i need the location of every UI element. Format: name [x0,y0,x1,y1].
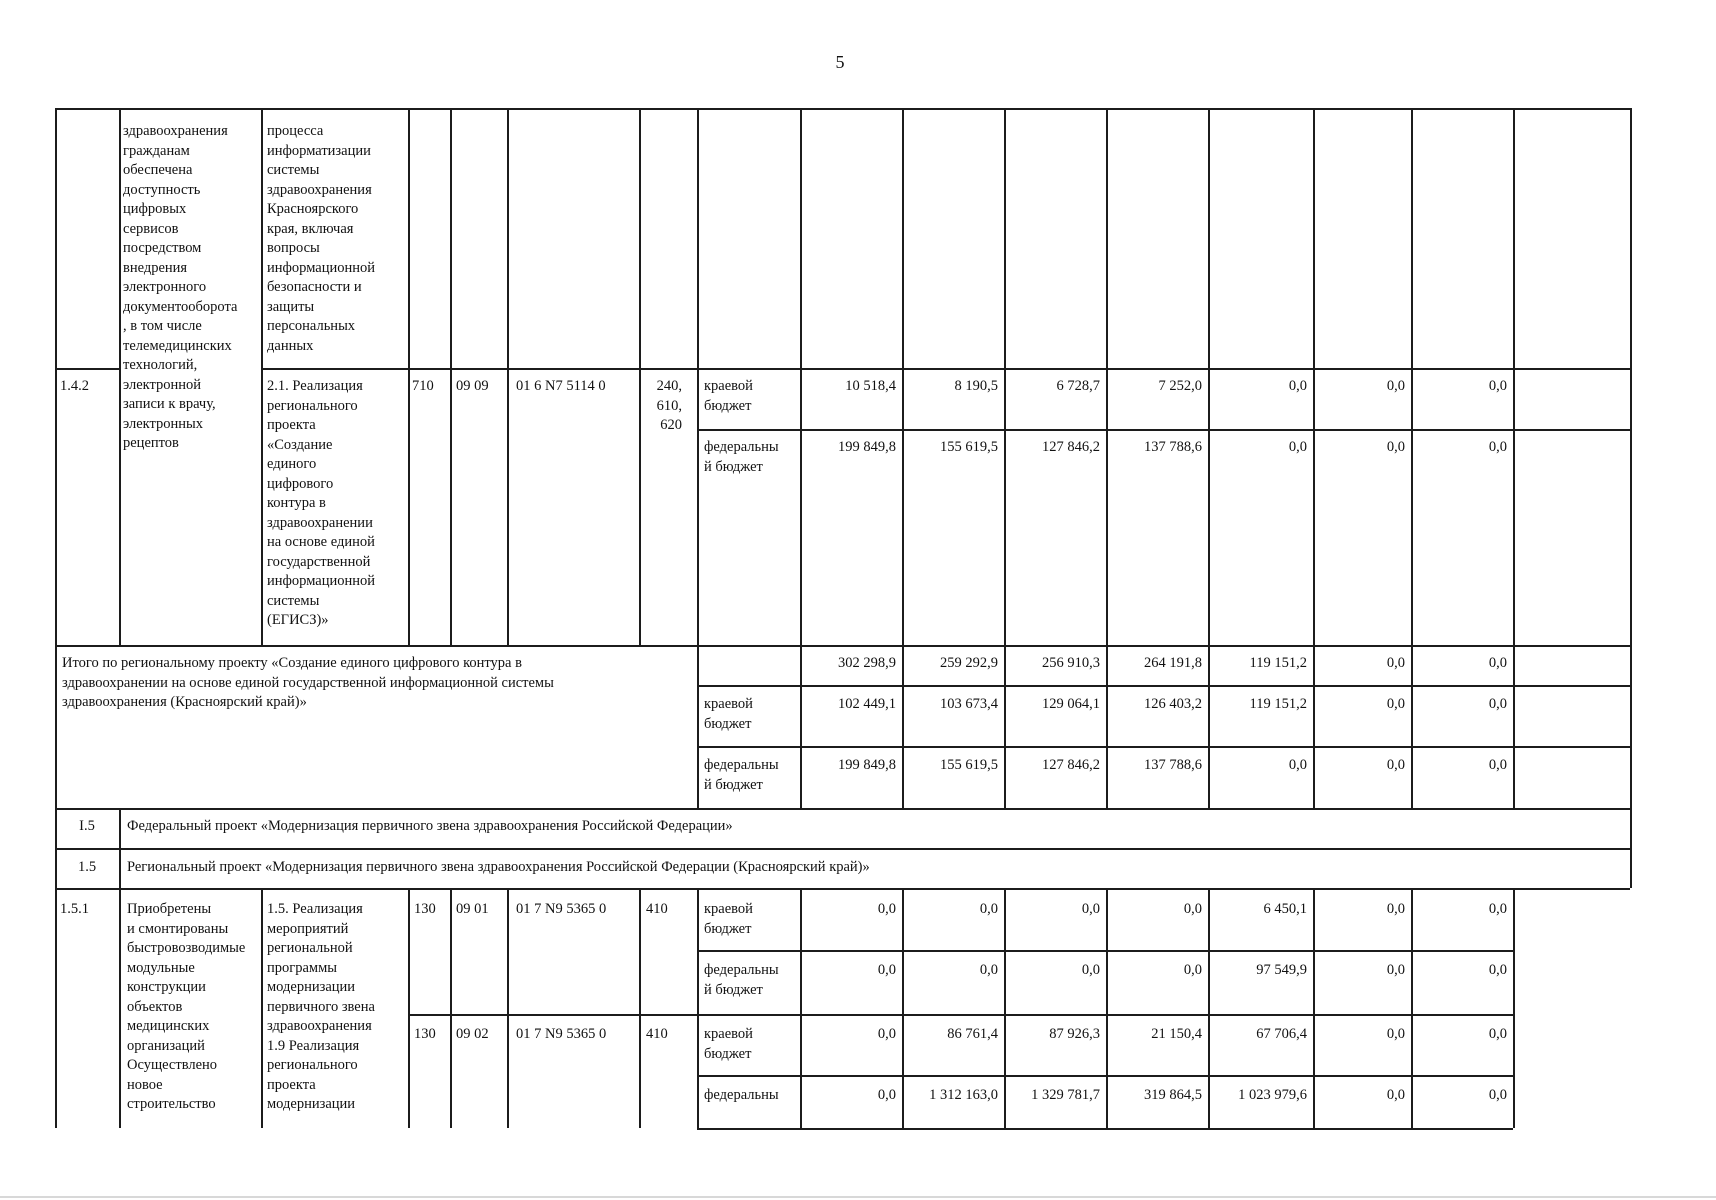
value-cell: 0,0 [1386,901,1405,917]
grid-line [697,1128,1513,1130]
value-cell: 137 788,6 [1144,757,1202,773]
grbs-code: 710 [412,378,434,394]
value-cell: 0,0 [1081,901,1100,917]
value-cell: 0,0 [1488,901,1507,917]
grid-line [408,888,410,1128]
value-cell: 0,0 [1288,757,1307,773]
value-cell: 0,0 [1386,757,1405,773]
value-cell: 10 518,4 [845,378,896,394]
value-cell: 119 151,2 [1249,696,1307,712]
value-cell: 126 403,2 [1144,696,1202,712]
total-source-regional: краевой бюджет [704,696,753,732]
value-cell: 0,0 [1386,439,1405,455]
goal-text-top: здравоохранения гражданам обеспечена доступность цифровых сервисов посредством внедрения электронного документооборота , в том числе телемедицинских технологий, электронной записи к врачу, электронных рецептов [123,123,238,451]
value-cell: 119 151,2 [1249,655,1307,671]
grid-line [55,108,1630,110]
grbs-code-g1: 130 [414,901,436,917]
grid-line [450,108,452,645]
rzpr-code-g1: 09 01 [456,901,489,917]
grid-line [55,808,1630,810]
value-cell: 137 788,6 [1144,439,1202,455]
value-cell: 0,0 [1488,439,1507,455]
value-cell: 264 191,8 [1144,655,1202,671]
g2-source-federal: федеральны [704,1087,779,1103]
grid-line [697,1075,1513,1077]
value-cell: 0,0 [1183,901,1202,917]
grid-line [1513,108,1515,645]
value-cell: 129 064,1 [1042,696,1100,712]
grid-line [408,108,410,645]
value-cell: 319 864,5 [1144,1087,1202,1103]
vr-code: 240, 610, 620 [656,378,682,433]
value-cell: 1 329 781,7 [1031,1087,1100,1103]
value-cell: 102 449,1 [838,696,896,712]
grid-line [697,108,699,645]
value-cell: 199 849,8 [838,439,896,455]
grid-line [55,888,57,1128]
value-cell: 8 190,5 [954,378,998,394]
total-project-label: Итого по региональному проекту «Создание единого цифрового контура в здравоохранении на основе единой государственной информационной системы здравоохранения (Красноярский край)» [62,655,554,710]
value-cell: 155 619,5 [940,439,998,455]
grid-line [55,645,1630,647]
rzpr-code: 09 09 [456,378,489,394]
value-cell: 0,0 [877,1087,896,1103]
value-cell: 0,0 [1288,439,1307,455]
grid-line [119,888,121,1128]
value-cell: 0,0 [1386,962,1405,978]
value-cell: 0,0 [1488,378,1507,394]
value-cell: 0,0 [1288,378,1307,394]
value-cell: 0,0 [1386,1026,1405,1042]
federal-project-number: I.5 [79,818,95,834]
regional-project-title: Региональный проект «Модернизация первичного звена здравоохранения Российской Федерации (Красноярский край)» [127,859,870,875]
value-cell: 97 549,9 [1256,962,1307,978]
grid-line [697,746,1630,748]
grid-line [408,1014,1513,1016]
grid-line [1630,808,1632,888]
value-cell: 86 761,4 [947,1026,998,1042]
grid-line [1513,645,1515,808]
value-cell: 103 673,4 [940,696,998,712]
value-cell: 0,0 [1488,757,1507,773]
vr-code-g1: 410 [646,901,668,917]
value-cell: 67 706,4 [1256,1026,1307,1042]
csr-code: 01 6 N7 5114 0 [516,378,606,394]
value-cell: 0,0 [1081,962,1100,978]
grid-line [1513,888,1515,1128]
value-cell: 302 298,9 [838,655,896,671]
regional-project-number: 1.5 [77,859,97,875]
value-cell: 7 252,0 [1158,378,1202,394]
grid-line [119,108,121,645]
grbs-code-g2: 130 [414,1026,436,1042]
value-cell: 0,0 [1386,1087,1405,1103]
value-cell: 0,0 [1386,378,1405,394]
csr-code-g2: 01 7 N9 5365 0 [516,1026,607,1042]
row-number-1-5-1: 1.5.1 [60,901,89,917]
value-cell: 259 292,9 [940,655,998,671]
grid-line [1630,108,1632,645]
value-cell: 127 846,2 [1042,757,1100,773]
value-cell: 0,0 [1488,655,1507,671]
total-source-federal: федеральны й бюджет [704,757,779,793]
value-cell: 127 846,2 [1042,439,1100,455]
value-cell: 0,0 [1488,696,1507,712]
g1-source-regional: краевой бюджет [704,901,753,937]
source-federal: федеральны й бюджет [704,439,779,475]
value-cell: 256 910,3 [1042,655,1100,671]
value-cell: 0,0 [1386,655,1405,671]
value-cell: 21 150,4 [1151,1026,1202,1042]
value-cell: 0,0 [979,901,998,917]
value-cell: 0,0 [877,962,896,978]
source-regional: краевой бюджет [704,378,753,414]
grid-line [55,848,1630,850]
value-cell: 0,0 [877,901,896,917]
value-cell: 155 619,5 [940,757,998,773]
measure-text-1-5-1: 1.5. Реализация мероприятий региональной программы модернизации первичного звена здравоохранения 1.9 Реализация регионального проекта модернизации [267,901,375,1112]
grid-line [119,808,121,888]
value-cell: 6 450,1 [1263,901,1307,917]
value-cell: 0,0 [1488,1026,1507,1042]
grid-line [639,888,641,1128]
value-cell: 6 728,7 [1056,378,1100,394]
value-cell: 1 312 163,0 [929,1087,998,1103]
grid-line [697,685,1630,687]
measure-text-1-4-2: 2.1. Реализация регионального проекта «Создание единого цифрового контура в здравоохранении на основе единой государственной информационной системы (ЕГИСЗ)» [267,378,376,628]
scan-edge [0,1196,1716,1198]
rzpr-code-g2: 09 02 [456,1026,489,1042]
grid-line [1630,645,1632,808]
value-cell: 0,0 [877,1026,896,1042]
csr-code-g1: 01 7 N9 5365 0 [516,901,607,917]
grid-line [450,888,452,1128]
grid-line [261,368,1630,370]
value-cell: 1 023 979,6 [1238,1087,1307,1103]
grid-line [55,645,57,808]
grid-line [697,645,699,808]
vr-code-g2: 410 [646,1026,668,1042]
grid-line [55,368,119,370]
g2-source-regional: краевой бюджет [704,1026,753,1062]
value-cell: 199 849,8 [838,757,896,773]
g1-source-federal: федеральны й бюджет [704,962,779,998]
grid-line [697,950,1513,952]
page-number: 5 [835,52,845,72]
grid-line [507,108,509,645]
grid-line [261,108,263,645]
measure-text-top: процесса информатизации системы здравоохранения Красноярского края, включая вопросы информационной безопасности и защиты персональных данных [267,123,376,354]
federal-project-title: Федеральный проект «Модернизация первичного звена здравоохранения Российской Федерации» [127,818,733,834]
grid-line [55,888,1630,890]
grid-line [697,429,1630,431]
grid-line [55,108,57,645]
value-cell: 87 926,3 [1049,1026,1100,1042]
value-cell: 0,0 [1183,962,1202,978]
value-cell: 0,0 [1386,696,1405,712]
value-cell: 0,0 [1488,1087,1507,1103]
goal-text-1-5-1: Приобретены и смонтированы быстровозводимые модульные конструкции объектов медицинских организаций Осуществлено новое строительство [127,901,246,1112]
grid-line [507,888,509,1128]
value-cell: 0,0 [979,962,998,978]
grid-line [697,888,699,1128]
value-cell: 0,0 [1488,962,1507,978]
row-number-1-4-2: 1.4.2 [60,378,89,394]
